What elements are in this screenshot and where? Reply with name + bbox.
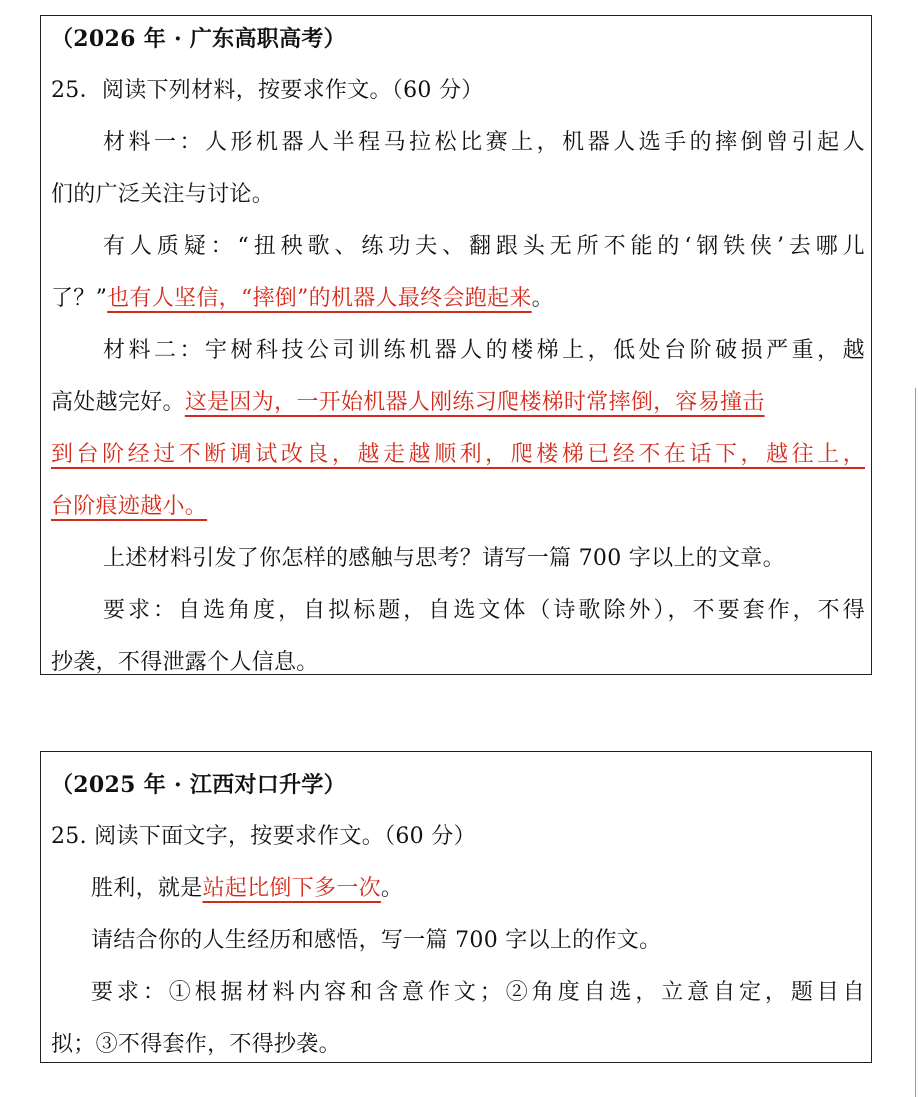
requirement-line: 要求：自选角度，自拟标题，自选文体（诗歌除外），不要套作，不得 — [103, 598, 865, 623]
highlighted-text: 也有人坚信，“摔倒”的机器人最终会跑起来 — [107, 286, 532, 311]
question-box-2026 — [40, 15, 872, 675]
quote-line — [51, 285, 865, 313]
material-one-line: 们的广泛关注与讨论。 — [51, 182, 275, 207]
highlighted-text: 到台阶经过不断调试改良，越走越顺利，爬楼梯已经不在话下，越往上， — [51, 442, 865, 467]
material-text: 胜利，就是 — [91, 876, 203, 901]
task-line: 请结合你的人生经历和感悟，写一篇 700 字以上的作文。 — [91, 928, 662, 953]
material-line — [51, 875, 865, 903]
quote-line: 有人质疑：“扭秧歌、练功夫、翻跟头无所不能的‘钢铁侠’去哪儿 — [103, 234, 865, 259]
quote-text: 了？” — [51, 286, 108, 311]
period: 。 — [531, 286, 554, 311]
requirement-line: 拟；③不得套作，不得抄袭。 — [51, 1032, 341, 1057]
highlighted-text: 台阶痕迹越小。 — [51, 494, 208, 519]
source-label: （2026 年 · 广东高职高考） — [51, 26, 346, 52]
page-edge-line — [915, 388, 916, 1097]
source-label: （2025 年 · 江西对口升学） — [51, 772, 346, 798]
question-prompt: 25．阅读下列材料，按要求作文。（60 分） — [51, 78, 484, 103]
question-prompt: 25. 阅读下面文字，按要求作文。（60 分） — [51, 824, 476, 849]
material-two-line — [51, 389, 865, 417]
material-two-line — [51, 441, 865, 469]
requirement-line: 抄袭，不得泄露个人信息。 — [51, 650, 319, 675]
material-two-line: 材料二：宇树科技公司训练机器人的楼梯上，低处台阶破损严重，越 — [103, 338, 865, 363]
requirement-line: 要求：①根据材料内容和含意作文；②角度自选，立意自定，题目自 — [91, 980, 865, 1005]
question-box-2025 — [40, 751, 872, 1063]
task-line: 上述材料引发了你怎样的感触与思考？请写一篇 700 字以上的文章。 — [103, 546, 785, 571]
material-two-text: 高处越完好。 — [51, 390, 185, 415]
highlighted-text: 站起比倒下多一次 — [202, 876, 381, 901]
material-two-line — [51, 493, 865, 521]
highlighted-text: 这是因为，一开始机器人刚练习爬楼梯时常摔倒，容易撞击 — [184, 390, 765, 415]
material-one-line: 材料一：人形机器人半程马拉松比赛上，机器人选手的摔倒曾引起人 — [103, 130, 865, 155]
period: 。 — [380, 876, 404, 901]
